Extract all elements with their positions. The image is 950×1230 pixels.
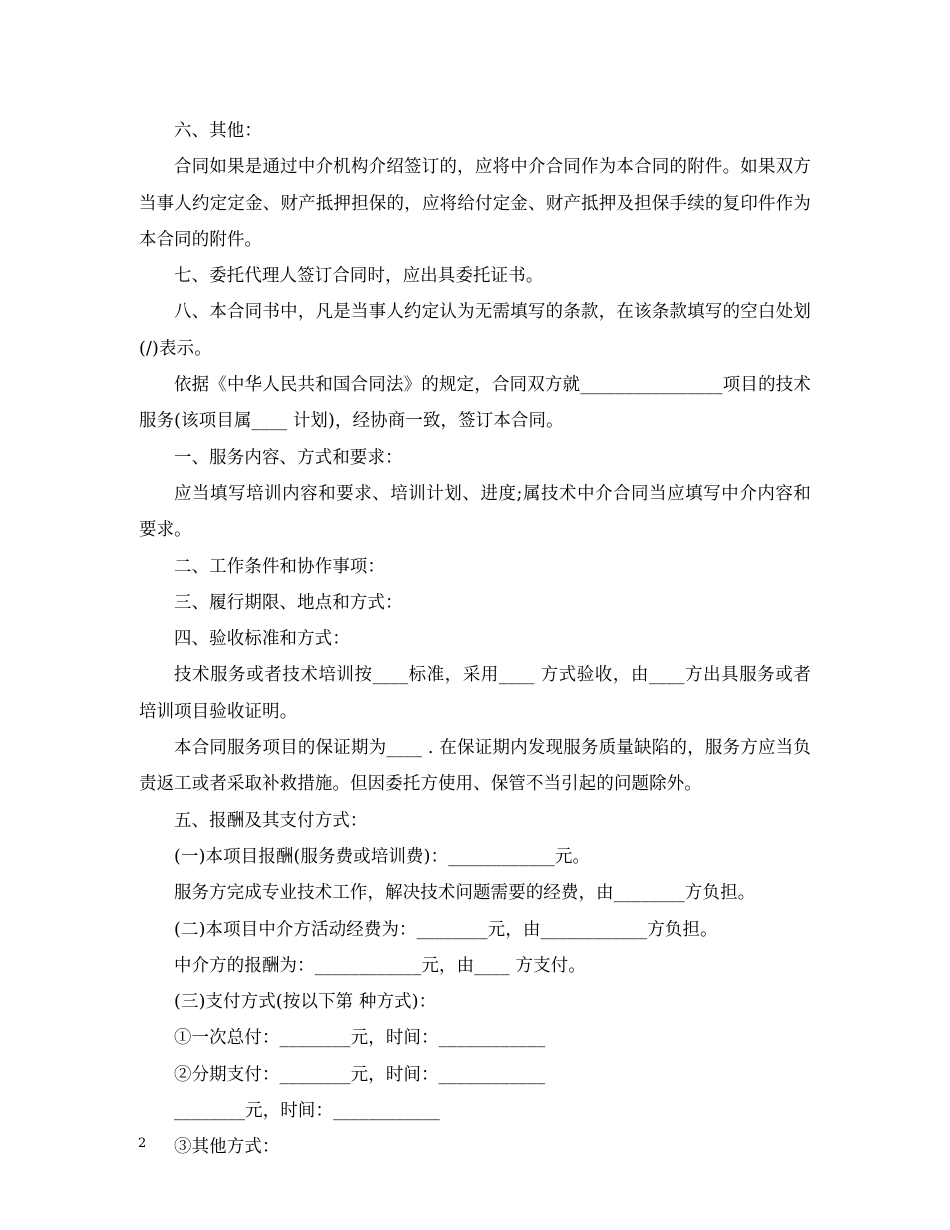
section-heading-other: 六、其他： [174,121,262,141]
paragraph-payment-fee: (一)本项目报酬(服务费或培训费)：____________元。 [174,846,591,867]
paragraph-intermediary-reward: 中介方的报酬为：____________元，由____ 方支付。 [174,955,586,976]
paragraph-blank-clause: 八、本合同书中，凡是当事人约定认为无需填写的条款，在该条款填写的空白处划(/)表示。 [139,302,811,359]
paragraph-warranty: 本合同服务项目的保证期为____ . 在保证期内发现服务质量缺陷的，服务方应当负责返工或者采取补救措施。但因委托方使用、保管不当引起的问题除外。 [139,738,811,795]
page-number: 2 [138,1136,147,1151]
paragraph-service-content: 应当填写培训内容和要求、培训计划、进度;属技术中介合同当应填写中介内容和要求。 [139,483,811,541]
paragraph-installment-continued: ________元，时间：____________ [174,1101,440,1122]
section-heading-performance: 三、履行期限、地点和方式： [174,592,403,613]
section-heading-acceptance: 四、验收标准和方式： [174,629,350,650]
paragraph-acceptance: 技术服务或者技术培训按____标准，采用____ 方式验收，由____方出具服务或者培训项目验收证明。 [139,665,811,722]
paragraph-intermediary-clause: 合同如果是通过中介机构介绍签订的，应将中介合同作为本合同的附件。如果双方当事人约定定金、财产抵押担保的，应将给付定金、财产抵押及担保手续的复印件作为本合同的附件。 [139,157,811,250]
section-heading-service-content: 一、服务内容、方式和要求： [174,447,403,468]
section-heading-payment: 五、报酬及其支付方式： [174,810,368,831]
paragraph-payment-expense: 服务方完成专业技术工作，解决技术问题需要的经费，由________方负担。 [174,883,756,904]
section-heading-work-conditions: 二、工作条件和协作事项： [174,556,386,577]
paragraph-contract-basis: 依据《中华人民共和国合同法》的规定，合同双方就________________项目的技术服务(该项目属____ 计划)，经协商一致，签订本合同。 [139,375,811,432]
paragraph-installment: ②分期支付：________元，时间：____________ [174,1064,546,1085]
section-heading-agent: 七、委托代理人签订合同时，应出具委托证书。 [174,266,544,287]
paragraph-payment-method: (三)支付方式(按以下第 种方式)： [174,992,437,1013]
paragraph-lump-sum: ①一次总付：________元，时间：____________ [174,1028,546,1049]
paragraph-intermediary-fee: (二)本项目中介方活动经费为：________元，由____________方负担。 [174,919,718,940]
paragraph-other-method: ③其他方式： [174,1137,280,1158]
document-body [139,113,811,1166]
